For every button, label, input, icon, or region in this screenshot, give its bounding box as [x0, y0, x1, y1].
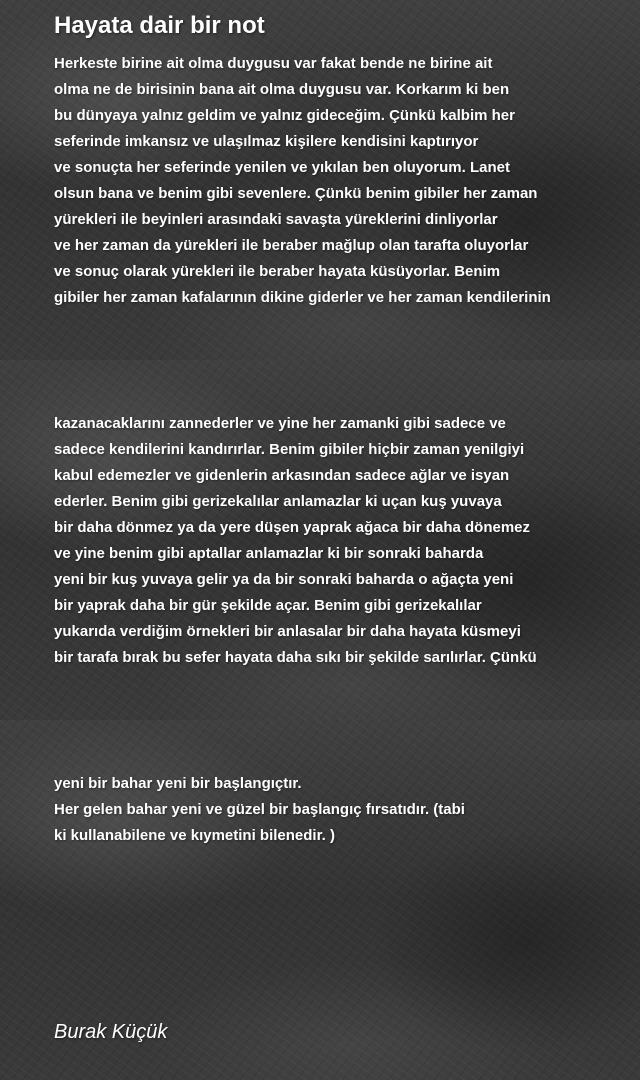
- poem-line: ederler. Benim gibi gerizekalılar anlamazlar ki uçan kuş yuvaya: [54, 493, 502, 510]
- poem-lines-page-1: [54, 51, 551, 311]
- poem-lines-page-3: [54, 771, 465, 849]
- poem-line: ve yine benim gibi aptallar anlamazlar ki bir sonraki baharda: [54, 545, 484, 562]
- poem-line: ve her zaman da yürekleri ile beraber mağlup olan tarafta oluyorlar: [54, 237, 529, 254]
- poem-line: yukarıda verdiğim örnekleri bir anlasalar bir daha hayata küsmeyi: [54, 623, 521, 640]
- poem-line: ki kullanabilene ve kıymetini bilenedir. ): [54, 827, 335, 844]
- poem-line: yeni bir kuş yuvaya gelir ya da bir sonraki baharda o ağaçta yeni: [54, 571, 514, 588]
- poem-line: olsun bana ve benim gibi sevenlere. Çünkü benim gibiler her zaman: [54, 185, 538, 202]
- poem-title: Hayata dair bir not: [54, 12, 265, 39]
- poem-line: sadece kendilerini kandırırlar. Benim gibiler hiçbir zaman yenilgiyi: [54, 441, 525, 458]
- poem-line: ve sonuç olarak yürekleri ile beraber hayata küsüyorlar. Benim: [54, 263, 501, 280]
- poem-author: Burak Küçük: [54, 1021, 168, 1043]
- poem-line: kazanacaklarını zannederler ve yine her zamanki gibi sadece ve: [54, 415, 506, 432]
- poem-line: Her gelen bahar yeni ve güzel bir başlangıç fırsatıdır. (tabi: [54, 801, 465, 818]
- poem-line: kabul edemezler ve gidenlerin arkasından sadece ağlar ve isyan: [54, 467, 510, 484]
- poem-line: bir yaprak daha bir gür şekilde açar. Benim gibi gerizekalılar: [54, 597, 482, 614]
- poem-line: gibiler her zaman kafalarının dikine giderler ve her zaman kendilerinin: [54, 289, 551, 306]
- poem-line: ve sonuçta her seferinde yenilen ve yıkılan ben oluyorum. Lanet: [54, 159, 510, 176]
- poem-line: Herkeste birine ait olma duygusu var fakat bende ne birine ait: [54, 55, 493, 72]
- poem-line: yeni bir bahar yeni bir başlangıçtır.: [54, 775, 302, 792]
- poem-lines-page-2: [54, 411, 537, 671]
- poem-line: seferinde imkansız ve ulaşılmaz kişilere kendisini kaptırıyor: [54, 133, 479, 150]
- poem-line: yürekleri ile beyinleri arasındaki savaşta yüreklerini dinliyorlar: [54, 211, 498, 228]
- poem-page-1: [0, 0, 640, 360]
- poem-line: olma ne de birisinin bana ait olma duygusu var. Korkarım ki ben: [54, 81, 510, 98]
- poem-line: bu dünyaya yalnız geldim ve yalnız gideceğim. Çünkü kalbim her: [54, 107, 515, 124]
- poem-page-2: [0, 360, 640, 720]
- poem-line: bir daha dönmez ya da yere düşen yaprak ağaca bir daha dönemez: [54, 519, 531, 536]
- poem-line: bir tarafa bırak bu sefer hayata daha sıkı bir şekilde sarılırlar. Çünkü: [54, 649, 537, 666]
